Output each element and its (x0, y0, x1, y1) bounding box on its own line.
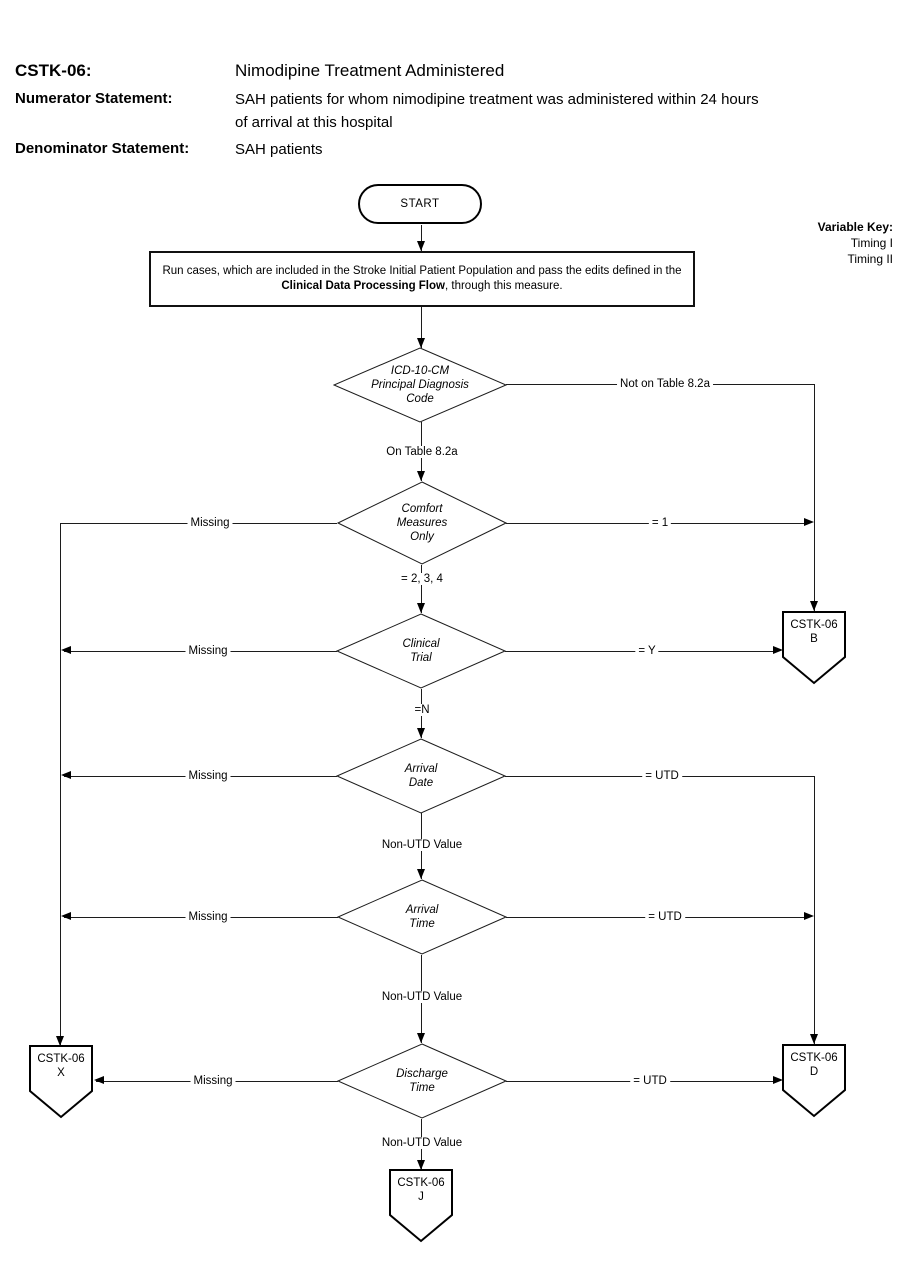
numerator-text-line1: SAH patients for whom nimodipine treatment was administered within 24 hours (235, 91, 759, 108)
numerator-text-line2: of arrival at this hospital (235, 114, 393, 131)
denominator-text: SAH patients (235, 141, 323, 158)
edge-label-missing: Missing (188, 517, 233, 529)
process-text-rest: , through this measure. (444, 280, 563, 292)
arrow-down-icon (417, 241, 425, 251)
edge-label-not-on-table: Not on Table 8.2a (617, 378, 713, 390)
start-node (358, 184, 482, 224)
edge-label-eq-utd: = UTD (645, 911, 685, 923)
edge-label-eq-utd: = UTD (630, 1075, 670, 1087)
connector-right-rail-to-b (814, 384, 815, 611)
terminal-label-line: CSTK-06 (37, 1053, 85, 1065)
arrow-left-icon (61, 646, 71, 654)
decision-label-line: Discharge (396, 1068, 448, 1080)
decision-label-line: Only (410, 531, 434, 543)
edge-label-eq-y: = Y (635, 645, 658, 657)
edge-label-eq-n: =N (411, 704, 432, 716)
decision-clinical-trial (336, 613, 506, 689)
variable-key-title: Variable Key: (817, 220, 893, 234)
terminal-label (389, 1176, 453, 1204)
terminal-label-line: B (810, 633, 818, 645)
arrow-down-icon (417, 603, 425, 613)
decision-label-line: Trial (410, 652, 432, 664)
edge-label-eq-234: = 2, 3, 4 (398, 573, 446, 585)
decision-discharge-time (337, 1043, 507, 1119)
arrow-down-icon (417, 471, 425, 481)
decision-label-line: Comfort (401, 503, 443, 515)
decision-label-line: Arrival (405, 904, 439, 916)
terminal-label-line: D (809, 1066, 819, 1078)
terminal-label (782, 1051, 846, 1079)
decision-principal-diagnosis (333, 347, 507, 423)
arrow-right-icon (804, 912, 814, 920)
measure-title: Nimodipine Treatment Administered (235, 61, 505, 80)
edge-label-non-utd: Non-UTD Value (379, 991, 465, 1003)
arrow-down-icon (417, 869, 425, 879)
process-text (162, 264, 681, 294)
edge-label-eq-1: = 1 (649, 517, 671, 529)
arrow-down-icon (417, 1033, 425, 1043)
connector-right-rail-to-d (814, 776, 815, 1044)
edge-label-non-utd: Non-UTD Value (379, 1137, 465, 1149)
edge-label-eq-utd: = UTD (642, 770, 682, 782)
arrow-left-icon (61, 912, 71, 920)
terminal-label-line: J (418, 1191, 424, 1203)
decision-arrival-time (337, 879, 507, 955)
arrow-left-icon (94, 1076, 104, 1084)
decision-label (333, 347, 507, 423)
connector-left-rail-to-x (60, 523, 61, 1046)
decision-label (336, 613, 506, 689)
edge-label-on-table: On Table 8.2a (383, 446, 460, 458)
decision-comfort-measures (337, 481, 507, 565)
decision-label-line: Time (409, 1082, 435, 1094)
terminal-label-line: X (57, 1067, 65, 1079)
arrow-down-icon (810, 1034, 818, 1044)
edge-label-missing: Missing (191, 1075, 236, 1087)
terminal-cstk06-x (29, 1045, 93, 1119)
terminal-cstk06-d (782, 1044, 846, 1118)
process-text-bold: Clinical Data Processing Flow (281, 280, 445, 292)
terminal-cstk06-b (782, 611, 846, 685)
terminal-label-line: CSTK-06 (397, 1177, 445, 1189)
terminal-label (782, 618, 846, 646)
variable-key (818, 219, 893, 267)
terminal-cstk06-j (389, 1169, 453, 1243)
decision-label-line: ICD-10-CM (390, 365, 450, 377)
edge-label-missing: Missing (186, 770, 231, 782)
decision-label (337, 879, 507, 955)
arrow-right-icon (804, 518, 814, 526)
process-text-line1: Run cases, which are included in the Stroke Initial Patient Population and pass the edits defined in the (162, 265, 682, 277)
process-box (149, 251, 695, 307)
denominator-label: Denominator Statement: (15, 140, 190, 157)
decision-label (336, 738, 506, 814)
decision-label-line: Principal Diagnosis (371, 379, 469, 391)
edge-label-missing: Missing (186, 645, 231, 657)
numerator-label: Numerator Statement: (15, 90, 173, 107)
arrow-down-icon (810, 601, 818, 611)
terminal-label-line: CSTK-06 (790, 619, 838, 631)
decision-label-line: Clinical (402, 638, 440, 650)
edge-label-missing: Missing (186, 911, 231, 923)
decision-label-line: Arrival (404, 763, 438, 775)
decision-label-line: Measures (396, 517, 448, 529)
decision-label (337, 1043, 507, 1119)
decision-label-line: Code (406, 393, 434, 405)
edge-label-non-utd: Non-UTD Value (379, 839, 465, 851)
arrow-left-icon (61, 771, 71, 779)
start-label: START (400, 198, 440, 210)
variable-key-item: Timing I (850, 236, 893, 250)
variable-key-item: Timing II (847, 252, 893, 266)
terminal-label-line: CSTK-06 (790, 1052, 838, 1064)
measure-id-label: CSTK-06: (15, 61, 92, 80)
decision-label (337, 481, 507, 565)
decision-arrival-date (336, 738, 506, 814)
arrow-down-icon (417, 728, 425, 738)
terminal-label (29, 1052, 93, 1080)
decision-label-line: Time (409, 918, 435, 930)
decision-label-line: Date (408, 777, 434, 789)
